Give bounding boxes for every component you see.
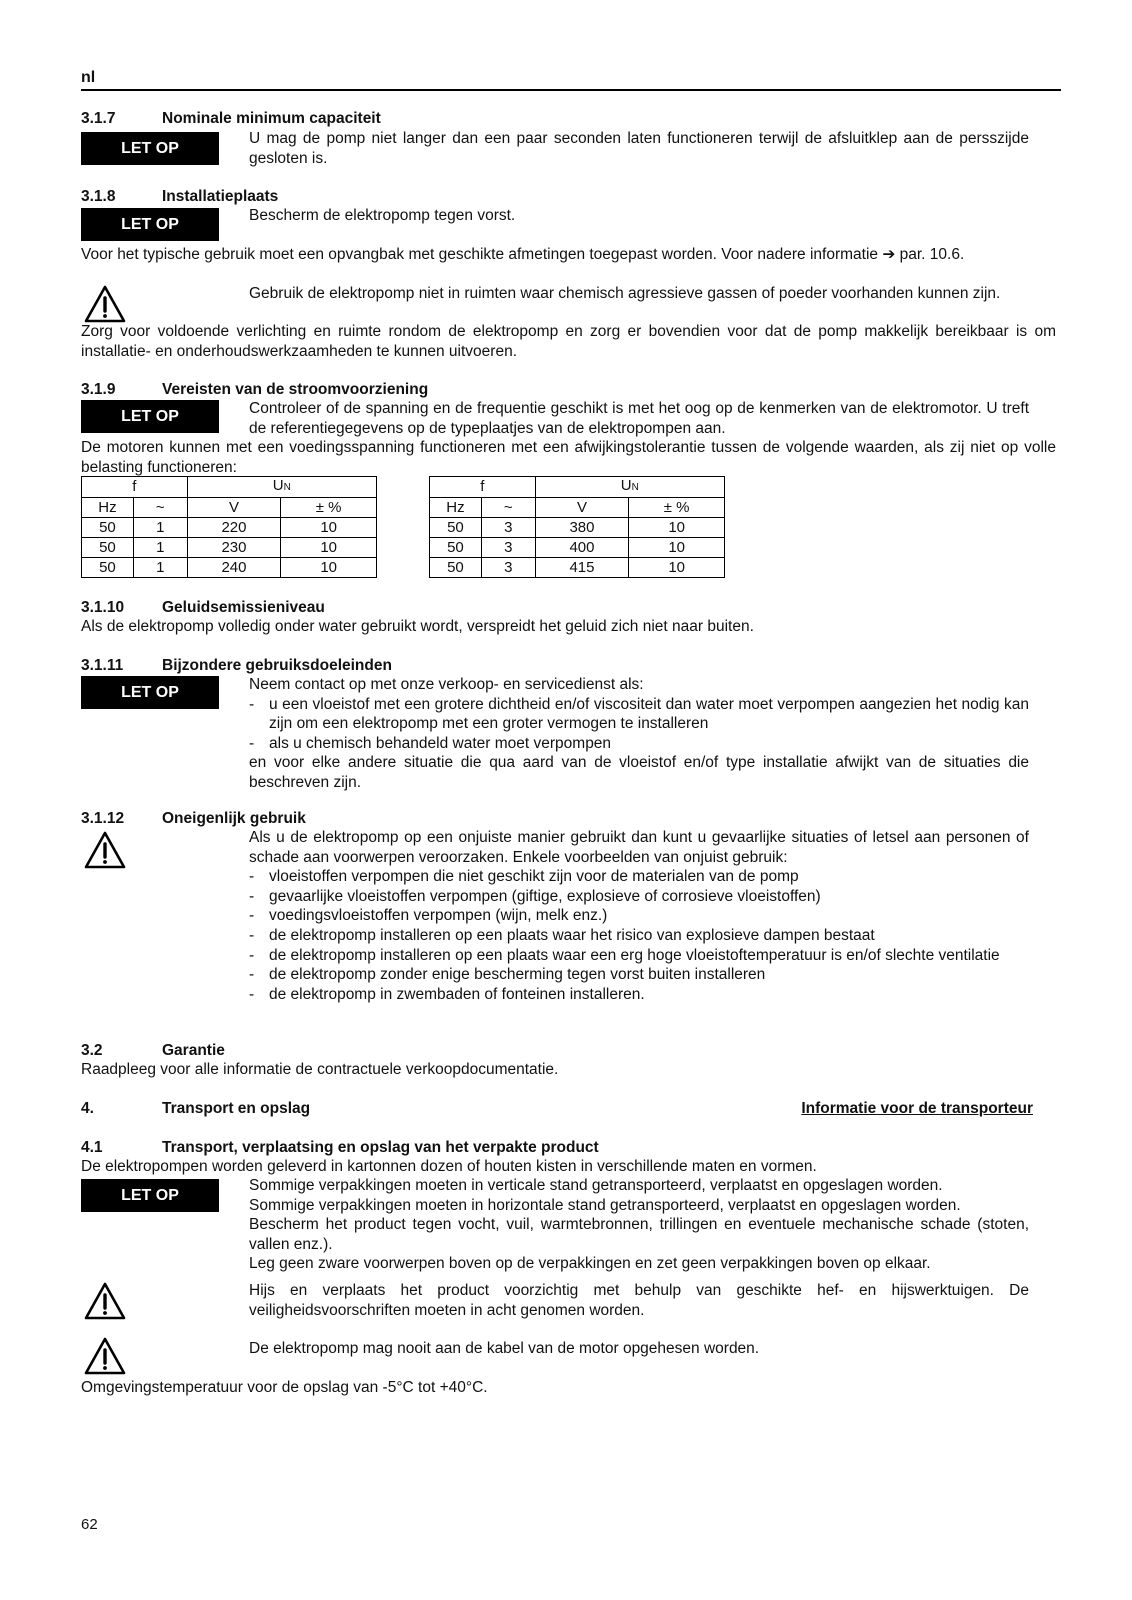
table-header-f: f: [430, 477, 536, 498]
section-heading: [81, 598, 1061, 618]
table-cell: 50: [82, 518, 134, 538]
section-number: 4.: [81, 1100, 94, 1117]
section-text: en voor elke andere situatie die qua aard van de vloeistof en/of type installatie afwijkt van de situaties die beschreven zijn.: [249, 754, 1029, 791]
list-item: - als u chemisch behandeld water moet verpompen: [249, 734, 612, 752]
table-cell: 10: [281, 518, 377, 538]
list-item: - vloeistoffen verpompen die niet geschikt zijn voor de materialen van de pomp: [249, 868, 799, 886]
table-cell: 50: [82, 558, 134, 578]
section-3-1-12: [81, 809, 1061, 1003]
section-heading: [81, 187, 1061, 207]
section-heading: [81, 1099, 1061, 1119]
section-heading: [81, 380, 1061, 400]
table-cell: 10: [281, 558, 377, 578]
header-rule: [81, 89, 1061, 91]
section-text: Als de elektropomp volledig onder water gebruikt wordt, verspreidt het geluid zich niet naar buiten.: [81, 618, 754, 635]
table-row: [82, 558, 377, 578]
section-3-1-11: [81, 656, 1061, 791]
section-4-1: [81, 1138, 1061, 1396]
table-header-v: V: [187, 498, 281, 518]
section-text: Sommige verpakkingen moeten in verticale stand getransporteerd, verplaatst en opgeslagen worden.: [249, 1177, 943, 1194]
section-title: Oneigenlijk gebruik: [162, 810, 306, 827]
table-row: [430, 538, 725, 558]
table-cell: 400: [535, 538, 629, 558]
section-text: Gebruik de elektropomp niet in ruimten waar chemisch agressieve gassen of poeder voorhanden kunnen zijn.: [249, 285, 1001, 302]
table-header-hz: Hz: [430, 498, 482, 518]
section-number: 3.1.7: [81, 110, 116, 127]
table-cell: 1: [133, 538, 187, 558]
section-number: 4.1: [81, 1139, 103, 1156]
table-header-pct: ± %: [629, 498, 725, 518]
section-number: 3.1.10: [81, 599, 125, 616]
section-number: 3.2: [81, 1042, 103, 1059]
section-text: De elektropomp mag nooit aan de kabel van de motor opgehesen worden.: [249, 1340, 760, 1357]
voltage-table-three-phase: [429, 476, 725, 578]
table-cell: 220: [187, 518, 281, 538]
section-3-1-8: [81, 187, 1061, 360]
section-title: Bijzondere gebruiksdoeleinden: [162, 657, 392, 674]
table-cell: 50: [430, 538, 482, 558]
section-text: Bescherm het product tegen vocht, vuil, warmtebronnen, trillingen en eventuele mechanische schade (stoten, vallen enz.).: [249, 1216, 1029, 1253]
section-title: Nominale minimum capaciteit: [162, 110, 381, 127]
section-heading: [81, 656, 1061, 676]
let-op-badge: LET OP: [81, 400, 219, 433]
section-title: Geluidsemissieniveau: [162, 599, 325, 616]
table-cell: 3: [481, 538, 535, 558]
list-item: - u een vloeistof met een grotere dichtheid en/of viscositeit dan water moet verpompen aangezien het nodig kan zijn om een elektropomp met een groter vermogen te installeren: [249, 695, 1029, 733]
list-item: - de elektropomp installeren op een plaats waar een erg hoge vloeistoftemperatuur is en/of slechte ventilatie: [249, 946, 1000, 964]
table-cell: 3: [481, 518, 535, 538]
section-text: Raadpleeg voor alle informatie de contractuele verkoopdocumentatie.: [81, 1061, 559, 1078]
list-item: - de elektropomp zonder enige bescherming tegen vorst buiten installeren: [249, 966, 766, 984]
table-cell: 230: [187, 538, 281, 558]
section-text: Neem contact op met onze verkoop- en servicedienst als:: [249, 676, 644, 693]
section-number: 3.1.9: [81, 381, 116, 398]
section-text: Zorg voor voldoende verlichting en ruimte rondom de elektropomp en zorg er bovendien voor dat de pomp makkelijk bereikbaar is om installatie- en onderhoudswerkzaamheden te kunnen uitvoeren.: [81, 323, 1056, 360]
page-number: 62: [81, 1516, 98, 1533]
section-title: Transport, verplaatsing en opslag van het verpakte product: [162, 1139, 599, 1156]
table-cell: 50: [430, 518, 482, 538]
section-text: Hijs en verplaats het product voorzichtig met behulp van geschikte hef- en hijswerktuigen. De veiligheidsvoorschriften moeten in acht genomen worden.: [249, 1282, 1029, 1319]
table-cell: 380: [535, 518, 629, 538]
section-heading: [81, 1041, 1061, 1061]
audience-note: Informatie voor de transporteur: [801, 1100, 1033, 1117]
section-heading: [81, 109, 1061, 129]
table-row: [430, 518, 725, 538]
table-row: [82, 518, 377, 538]
section-text: Voor het typische gebruik moet een opvangbak met geschikte afmetingen toegepast worden. Voor nadere informatie ➔ par. 10.6.: [81, 246, 965, 263]
list-item: - de elektropomp in zwembaden of fonteinen installeren.: [249, 985, 645, 1003]
table-cell: 415: [535, 558, 629, 578]
table-header-hz: Hz: [82, 498, 134, 518]
section-text: U mag de pomp niet langer dan een paar seconden laten functioneren terwijl de afsluitklep aan de persszijde gesloten is.: [249, 130, 1029, 167]
section-4: [81, 1099, 1061, 1119]
voltage-table-single-phase: [81, 476, 377, 578]
table-header-un: UN: [187, 477, 376, 498]
section-number: 3.1.8: [81, 188, 116, 205]
table-cell: 1: [133, 518, 187, 538]
list-item: - voedingsvloeistoffen verpompen (wijn, melk enz.): [249, 907, 608, 925]
language-code: nl: [81, 69, 96, 86]
let-op-badge: LET OP: [81, 676, 219, 709]
section-body: [249, 675, 1029, 793]
section-body: [249, 1176, 1029, 1274]
section-3-1-10: [81, 598, 1061, 635]
warning-triangle-icon: [83, 284, 127, 324]
table-header-v: V: [535, 498, 629, 518]
section-3-1-9: [81, 380, 1061, 576]
table-cell: 240: [187, 558, 281, 578]
table-cell: 10: [629, 518, 725, 538]
table-cell: 10: [281, 538, 377, 558]
list-item: - gevaarlijke vloeistoffen verpompen (giftige, explosieve of corrosieve vloeistoffen): [249, 887, 821, 905]
warning-triangle-icon: [83, 1336, 127, 1376]
section-title: Transport en opslag: [162, 1100, 311, 1117]
section-heading: [81, 809, 1061, 829]
section-text: De elektropompen worden geleverd in kartonnen dozen of houten kisten in verschillende maten en vormen.: [81, 1158, 817, 1175]
section-body: [249, 828, 1029, 1004]
list-item: - de elektropomp installeren op een plaats waar het risico van explosieve dampen bestaat: [249, 926, 875, 944]
table-cell: 10: [629, 558, 725, 578]
section-text: Als u de elektropomp op een onjuiste manier gebruikt dan kunt u gevaarlijke situaties of letsel aan personen of schade aan voorwerpen veroorzaken. Enkele voorbeelden van onjuist gebruik:: [249, 829, 1029, 866]
warning-triangle-icon: [83, 830, 127, 870]
table-cell: 50: [430, 558, 482, 578]
section-number: 3.1.12: [81, 810, 125, 827]
table-cell: 1: [133, 558, 187, 578]
section-text: Sommige verpakkingen moeten in horizontale stand getransporteerd, verplaatst en opgeslagen worden.: [249, 1196, 961, 1214]
section-text: Leg geen zware voorwerpen boven op de verpakkingen en zet geen verpakkingen boven op elkaar.: [249, 1255, 931, 1273]
section-3-1-7: [81, 109, 1061, 167]
table-row: [430, 558, 725, 578]
section-title: Garantie: [162, 1042, 225, 1059]
table-cell: 10: [629, 538, 725, 558]
table-header-un: UN: [535, 477, 724, 498]
table-cell: 3: [481, 558, 535, 578]
warning-triangle-icon: [83, 1281, 127, 1321]
section-3-2: [81, 1041, 1061, 1078]
section-text: Bescherm de elektropomp tegen vorst.: [249, 207, 516, 224]
let-op-badge: LET OP: [81, 1179, 219, 1212]
table-header-phase: ~: [133, 498, 187, 518]
table-header-phase: ~: [481, 498, 535, 518]
table-header-f: f: [82, 477, 188, 498]
table-row: [82, 538, 377, 558]
let-op-badge: LET OP: [81, 132, 219, 165]
section-number: 3.1.11: [81, 657, 124, 674]
section-title: Vereisten van de stroomvoorziening: [162, 381, 429, 398]
section-heading: [81, 1138, 1061, 1158]
let-op-badge: LET OP: [81, 208, 219, 241]
section-text: De motoren kunnen met een voedingsspanning functioneren met een afwijkingstolerantie tussen de volgende waarden, als zij niet op volle belasting functioneren:: [81, 439, 1056, 476]
section-text: Omgevingstemperatuur voor de opslag van -5°C tot +40°C.: [81, 1379, 488, 1396]
table-header-pct: ± %: [281, 498, 377, 518]
section-title: Installatieplaats: [162, 188, 279, 205]
section-text: Controleer of de spanning en de frequentie geschikt is met het oog op de kenmerken van de elektromotor. U treft de referentiegegevens op de typeplaatjes van de elektropompen aan.: [249, 400, 1029, 437]
table-cell: 50: [82, 538, 134, 558]
